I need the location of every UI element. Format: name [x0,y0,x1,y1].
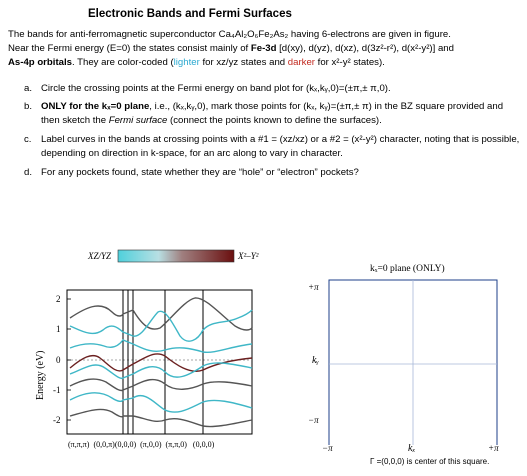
question-d-label: d. [24,167,33,178]
intro-paragraph [8,28,520,70]
bz-y-bottom-label: −π [308,415,319,425]
ytick-0: 0 [56,355,61,365]
question-b-label: b. [24,101,33,112]
intro-line3-b: . They are color-coded ( [71,57,174,68]
band-structure-figure [0,240,300,468]
question-d-text: For any pockets found, state whether they are “hole” or “electron” pockets? [41,167,359,178]
colorbar-left-label: XZ/YZ [88,251,112,261]
ytick-1: 1 [56,324,61,334]
intro-lighter-word: lighter [173,57,200,68]
question-c [24,133,520,160]
ytick-neg1: -1 [53,385,61,395]
bz-y-top-label: +π [308,282,319,292]
bz-square-figure [300,240,527,445]
colorbar-right-label: X²–Y² [238,251,259,261]
intro-line3-c: for xz/yz states and [199,57,288,68]
colorbar [118,250,234,262]
bz-x-left-label: −π [322,443,333,453]
question-a [24,82,520,96]
bz-y-mid-label: kᵧ [312,355,319,366]
question-d [24,166,520,180]
intro-line1: The bands for anti-ferromagnetic superconductor Ca₄Al₂O₆Fe₂As₂ having 6-electrons are given in figure. [8,29,451,40]
question-c-label: c. [24,134,32,145]
bz-x-mid-label: kₓ [408,443,416,454]
question-b-italic: Fermi surface [108,114,168,126]
question-a-text: Circle the crossing points at the Fermi energy on band plot for (kₓ,kᵧ,0)=(±π,± π,0). [41,83,391,94]
bz-square-title: kₓ=0 plane (ONLY) [370,264,445,274]
k-path-labels: (π,π,π) (0,0,π)(0,0,0) (π,0,0) (π,π,0) (0,0,0) [68,440,215,449]
y-axis-label: Energy (eV) [35,350,46,400]
intro-line3-d: for x²-y² states). [314,57,385,68]
page-title: Electronic Bands and Fermi Surfaces [88,8,292,20]
intro-line2-a: Near the Fermi energy (E=0) the states consist mainly of [8,43,251,54]
question-a-label: a. [24,83,33,94]
bz-x-right-label: +π [488,443,499,453]
question-c-text: Label curves in the bands at crossing points with a #1 = (xz/xz) or a #2 = (x²-y²) character, noting that is possible, depending on direction in k-space, for an arc along to vary in character. [41,134,520,159]
ytick-neg2: -2 [53,415,61,425]
question-b [24,100,520,127]
bz-x-labels [300,440,527,458]
question-b-text: , i.e., (kₓ,kᵧ,0), mark those points for (kₓ, kᵧ)=(±π,± π) in the BZ square provided and then sketch the [41,101,504,126]
intro-line2-c: [d(xy), d(yz), d(xz), d(3z²-r²), d(x²-y²)] and [276,43,454,54]
intro-fe3d: Fe-3d [250,43,277,54]
ytick-2: 2 [56,294,61,304]
intro-as4p: As-4p orbitals [8,57,72,68]
intro-darker-word: darker [287,57,315,68]
gamma-footnote: Γ =(0,0,0) is center of this square. [370,457,490,466]
question-b-text2: (connect the points known to define the surfaces). [167,114,382,126]
question-b-bold: ONLY for the kₓ=0 plane [41,101,150,112]
